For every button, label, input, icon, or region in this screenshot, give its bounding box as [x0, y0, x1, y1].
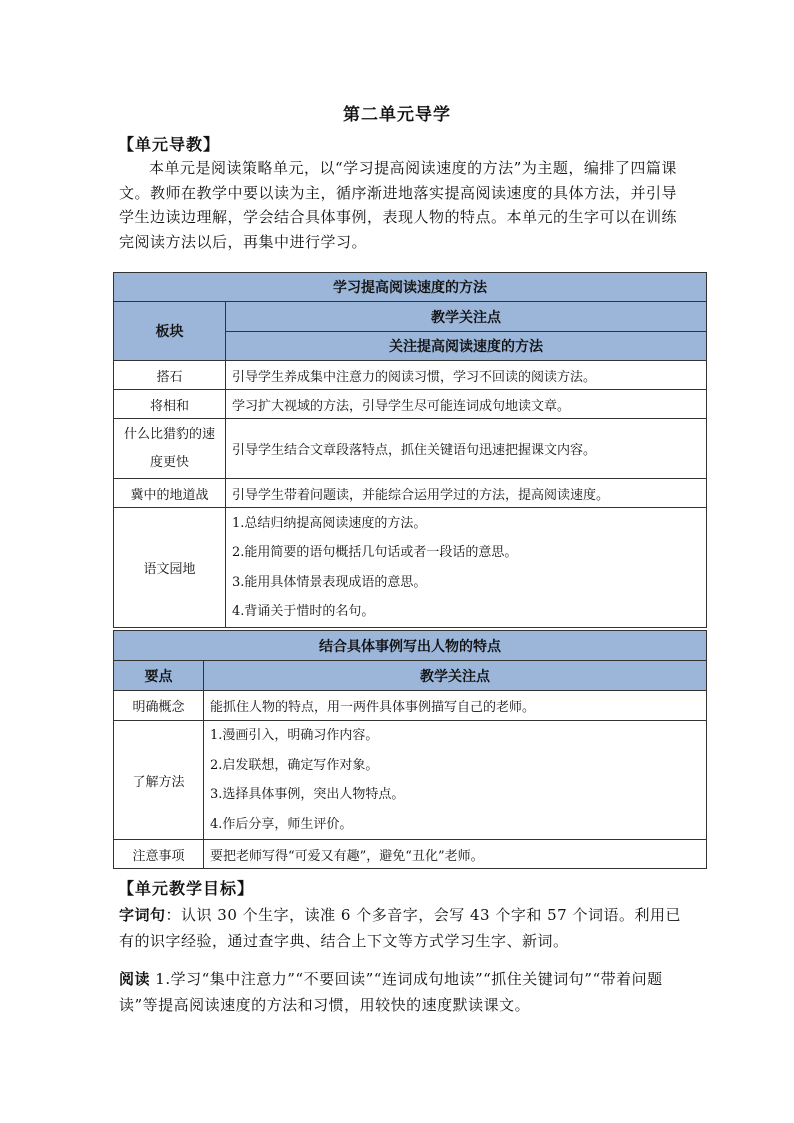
table2-focus-header: 教学关注点	[204, 661, 707, 691]
table2-col-header: 要点	[114, 661, 204, 691]
lesson-focus: 引导学生结合文章段落特点，抓住关键语句迅速把握课文内容。	[226, 419, 707, 479]
goal-reading	[119, 966, 694, 1018]
goal-reading-text: 1.学习“集中注意力”“不要回读”“连词成句地读”“抓住关键词句”“带着问题读”等提高阅读速度的方法和习惯，用较快的速度默读课文。	[119, 970, 663, 1014]
list-item: 1.漫画引入，明确习作内容。	[210, 728, 379, 743]
list-item: 3.能用具体情景表现成语的意思。	[232, 574, 427, 590]
unit-guide-text: 本单元是阅读策略单元，以“学习提高阅读速度的方法”为主题，编排了四篇课文。教师在教学中要以读为主，循序渐进地落实提高阅读速度的具体方法，并引导学生边读边理解，学会结合具体事例，表现人物的特点。本单元的生字可以在训练完阅读方法以后，再集中进行学习。	[119, 159, 678, 251]
writing-table	[113, 630, 707, 869]
table-row	[114, 721, 707, 840]
table-row	[114, 479, 707, 508]
lesson-name: 将相和	[114, 390, 226, 419]
table-row	[114, 390, 707, 419]
point-name: 注意事项	[114, 840, 204, 869]
point-name: 了解方法	[114, 721, 204, 840]
list-item: 4.作后分享，师生评价。	[210, 816, 353, 832]
page-title: 第二单元导学	[343, 105, 451, 125]
list-item: 1.总结归纳提高阅读速度的方法。	[232, 515, 427, 531]
lesson-focus: 引导学生带着问题读，并能综合运用学过的方法，提高阅读速度。	[226, 479, 707, 508]
garden-focus-list	[226, 508, 707, 628]
table2-band-title: 结合具体事例写出人物的特点	[114, 631, 707, 661]
goal-words	[119, 902, 694, 954]
lesson-name: 什么比猎豹的速度更快	[114, 419, 226, 479]
table1-band-title: 学习提高阅读速度的方法	[114, 273, 707, 302]
point-focus: 要把老师写得“可爱又有趣”，避免“丑化”老师。	[204, 840, 707, 869]
table1-col-header: 板块	[114, 302, 226, 361]
table-row	[114, 508, 707, 628]
method-focus-list	[204, 721, 707, 840]
lesson-focus: 学习扩大视域的方法，引导学生尽可能连词成句地读文章。	[226, 390, 707, 419]
table1-focus-subheader: 关注提高阅读速度的方法	[226, 332, 707, 361]
lesson-name: 冀中的地道战	[114, 479, 226, 508]
list-item: 2.启发联想，确定写作对象。	[210, 757, 379, 773]
goal-words-text: ：认识 30 个生字，读准 6 个多音字，会写 43 个字和 57 个词语。利用已有的识字经验，通过查字典、结合上下文等方式学习生字、新词。	[119, 906, 681, 950]
table-row	[114, 361, 707, 390]
unit-goals-heading: 【单元教学目标】	[118, 879, 255, 898]
goal-reading-label: 阅读	[119, 970, 151, 988]
list-item: 2.能用简要的语句概括几句话或者一段话的意思。	[232, 545, 518, 560]
lesson-name: 搭石	[114, 361, 226, 390]
table-row	[114, 691, 707, 721]
goal-words-label: 字词句	[119, 906, 166, 924]
lesson-name: 语文园地	[114, 508, 226, 628]
table-row	[114, 840, 707, 869]
list-item: 4.背诵关于惜时的名句。	[232, 604, 375, 619]
reading-speed-table	[113, 272, 707, 628]
lesson-focus: 引导学生养成集中注意力的阅读习惯，学习不回读的阅读方法。	[226, 361, 707, 390]
point-focus: 能抓住人物的特点，用一两件具体事例描写自己的老师。	[204, 691, 707, 721]
table1-focus-header: 教学关注点	[226, 302, 707, 332]
point-name: 明确概念	[114, 691, 204, 721]
table-row	[114, 419, 707, 479]
unit-guide-heading: 【单元导教】	[118, 135, 221, 154]
list-item: 3.选择具体事例，突出人物特点。	[210, 787, 405, 802]
unit-guide-paragraph	[119, 156, 689, 254]
